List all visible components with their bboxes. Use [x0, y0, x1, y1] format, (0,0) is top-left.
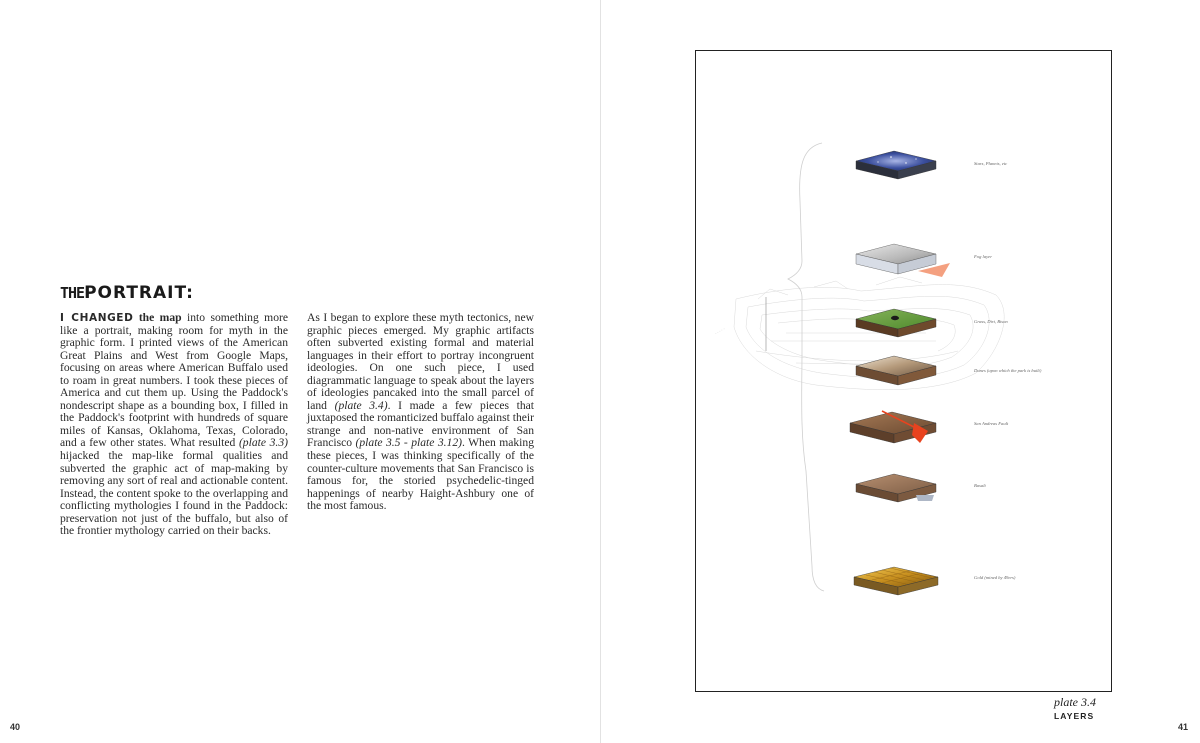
text-column-1 [60, 312, 288, 538]
lead-in-bold: the map [138, 311, 182, 324]
basalt-layer [856, 474, 936, 502]
column1-text1: into something more like a portrait, making room for myth in the graphic form. I printed views of the American Great Plains and West from Google Maps, focusing on areas where American Buffalo used to roam in great numbers. I took these pieces of America and cut them up. Using the Paddock's nondescript shape as a bounding box, I filled in the Paddock's footprint with hundreds of square miles of Kansas, Oklahoma, Texas, Colorado, and a few other states. What resulted [60, 311, 288, 450]
layer-label-fault: San Andreas Fault [974, 421, 1009, 426]
layers-diagram [696, 51, 1113, 693]
map-label: · · · · · [714, 326, 726, 336]
layer-label-basalt: Basalt [974, 483, 986, 488]
section-heading [60, 283, 194, 303]
heading-prefix: THE [60, 284, 85, 302]
layer-label-grass: Grass, Dirt, Bison [974, 319, 1008, 324]
dunes-layer [856, 356, 936, 385]
layer-label-gold: Gold (mined by 49ers) [974, 575, 1016, 580]
lead-in: I CHANGED [60, 312, 134, 324]
heading-main: PORTRAIT: [84, 283, 194, 303]
column2-text2: . I made a few pieces that juxtaposed the romanticized buffalo against their strange and non-native environment of San Francisco [307, 398, 535, 450]
gold-layer [854, 567, 938, 595]
page-number-left: 40 [10, 722, 21, 732]
bison-icon [891, 316, 899, 320]
layer-label-fog: Fog layer [974, 254, 992, 259]
layer-label-stars: Stars, Planets, etc [974, 161, 1008, 166]
plate-ref: (plate 3.5 - plate 3.12) [355, 436, 462, 450]
figure-subcaption: LAYERS [1054, 711, 1095, 721]
page-number-right: 41 [1178, 722, 1189, 732]
layer-bracket [788, 143, 824, 591]
figure-caption: plate 3.4 [1054, 695, 1096, 709]
fault-layer [850, 411, 936, 443]
layer-label-dunes: Dunes (upon which the park is built) [974, 368, 1042, 373]
plate-frame [695, 50, 1112, 692]
page-gutter [600, 0, 601, 743]
column2-text1: As I began to explore these myth tectonics, new graphic pieces emerged. My graphic artifacts often subverted existing formal and material languages in their effort to portray incongruent ideologies. On one such piece, I used diagrammatic language to speak about the layers of ideologies pancaked into the small parcel of land [307, 311, 534, 412]
pipe-icon [916, 495, 934, 501]
fog-layer [856, 244, 950, 277]
plate-ref: (plate 3.4) [334, 398, 388, 412]
column1-text2: hijacked the map-like formal qualities and subverted the graphic act of map-making by removing any sort of real and actionable content. Instead, the content spoke to the overlapping and conflicting mythologies I found in the Paddock: preservation not just of the buffalo, but also of the frontier mythology carried on their backs. [60, 449, 288, 538]
text-column-2 [307, 312, 534, 513]
column2-text3: . When making these pieces, I was thinking specifically of the counter-culture movements that San Francisco is famous for, the storied psychedelic-tinged happenings of nearby Haight-Ashbury one of the most famous. [307, 436, 534, 513]
plate-ref: (plate 3.3) [238, 436, 288, 450]
stars-layer [856, 151, 936, 179]
